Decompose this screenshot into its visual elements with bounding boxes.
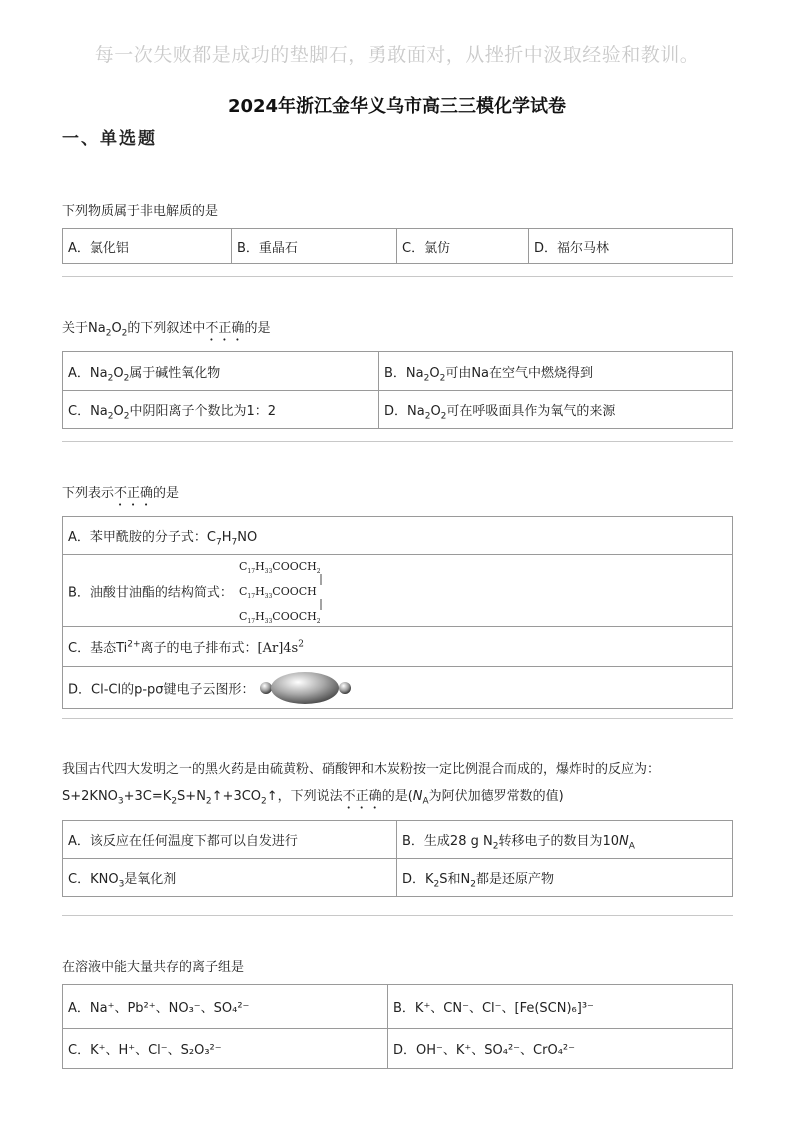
- divider: [62, 276, 733, 277]
- divider: [62, 441, 733, 442]
- glyceride-structure-formula: [237, 558, 337, 624]
- question-2-options: [62, 351, 733, 429]
- divider: [62, 718, 733, 719]
- option-d[interactable]: D．$K_2S$和$N_2$都是还原产物: [397, 859, 733, 897]
- sigma-bond-electron-cloud-image: [259, 671, 355, 705]
- svg-text:C17H33COOCH2: $C_{17}H_{33}COOCH_2$: [239, 609, 321, 624]
- option-c[interactable]: C．基态$Ti^{2+}$离子的电子排布式：$[Ar]4s^2$: [63, 627, 733, 667]
- option-c[interactable]: C．$Na_2O_2$中阴阳离子个数比为1：2: [63, 391, 379, 429]
- option-d[interactable]: D．Cl-Cl的p-pσ键电子云图形：: [63, 667, 733, 709]
- option-b[interactable]: B．K⁺、CN⁻、Cl⁻、[Fe(SCN)₆]³⁻: [388, 985, 733, 1029]
- question-3-stem: 下列表示不正确的是: [62, 486, 180, 501]
- option-b[interactable]: B．生成28 g $N_2$转移电子的数目为$10N_A$: [397, 821, 733, 859]
- option-d[interactable]: D．OH⁻、K⁺、SO₄²⁻、CrO₄²⁻: [388, 1029, 733, 1069]
- question-4-stem-line2: $S+2KNO_3+3C=K_2S+N_2↑+3CO_2↑$，下列说法不正确的是($N_A$为阿伏加德罗常数的值): [62, 789, 564, 807]
- option-a[interactable]: A．$Na_2O_2$属于碱性氧化物: [63, 352, 379, 391]
- question-2: [62, 319, 733, 429]
- question-1-options: [62, 228, 733, 264]
- question-1: [62, 202, 733, 264]
- option-a[interactable]: A．该反应在任何温度下都可以自发进行: [63, 821, 397, 859]
- page-title: 2024年浙江金华义乌市高三三模化学试卷: [227, 96, 567, 117]
- option-a[interactable]: A．氯化铝: [63, 229, 232, 264]
- question-1-stem: 下列物质属于非电解质的是: [62, 204, 219, 219]
- option-c[interactable]: C．$KNO_3$是氧化剂: [63, 859, 397, 897]
- option-b[interactable]: B．重晶石: [232, 229, 397, 264]
- option-b[interactable]: B．$Na_2O_2$可由Na在空气中燃烧得到: [379, 352, 733, 391]
- divider: [62, 915, 733, 916]
- option-c[interactable]: C．氯仿: [397, 229, 529, 264]
- question-3-options: [62, 516, 733, 709]
- option-c[interactable]: C．K⁺、H⁺、Cl⁻、S₂O₃²⁻: [63, 1029, 388, 1069]
- question-5-options: [62, 984, 733, 1069]
- option-a[interactable]: A．Na⁺、Pb²⁺、NO₃⁻、SO₄²⁻: [63, 985, 388, 1029]
- option-b[interactable]: B．油酸甘油酯的结构简式： $C_{17}H_{33}COOCH_2$ $C_{17}H_{33}COOCH$ $C_{17}H_{33}COOCH_2$: [63, 555, 733, 627]
- question-5: [62, 958, 733, 1069]
- question-4-stem-line1: 我国古代四大发明之一的黑火药是由硫黄粉、硝酸钾和木炭粉按一定比例混合而成的，爆炸时的反应为：: [62, 762, 661, 777]
- question-4-options: [62, 820, 733, 897]
- option-d[interactable]: D．$Na_2O_2$可在呼吸面具作为氧气的来源: [379, 391, 733, 429]
- option-a[interactable]: A．苯甲酰胺的分子式：$C_7H_7NO$: [63, 517, 733, 555]
- svg-text:C17H33COOCH: $C_{17}H_{33}COOCH$: [239, 584, 317, 600]
- question-5-stem: 在溶液中能大量共存的离子组是: [62, 960, 245, 975]
- question-3: [62, 484, 733, 709]
- option-d[interactable]: D．福尔马林: [529, 229, 733, 264]
- question-2-stem: 关于$Na_2O_2$的下列叙述中不正确的是: [62, 321, 271, 339]
- svg-text:C17H33COOCH2: $C_{17}H_{33}COOCH_2$: [239, 559, 321, 575]
- motto-header: 每一次失败都是成功的垫脚石，勇敢面对，从挫折中汲取经验和教训。: [94, 44, 700, 66]
- section-heading: 一、单选题: [62, 129, 157, 149]
- question-4: [62, 760, 733, 897]
